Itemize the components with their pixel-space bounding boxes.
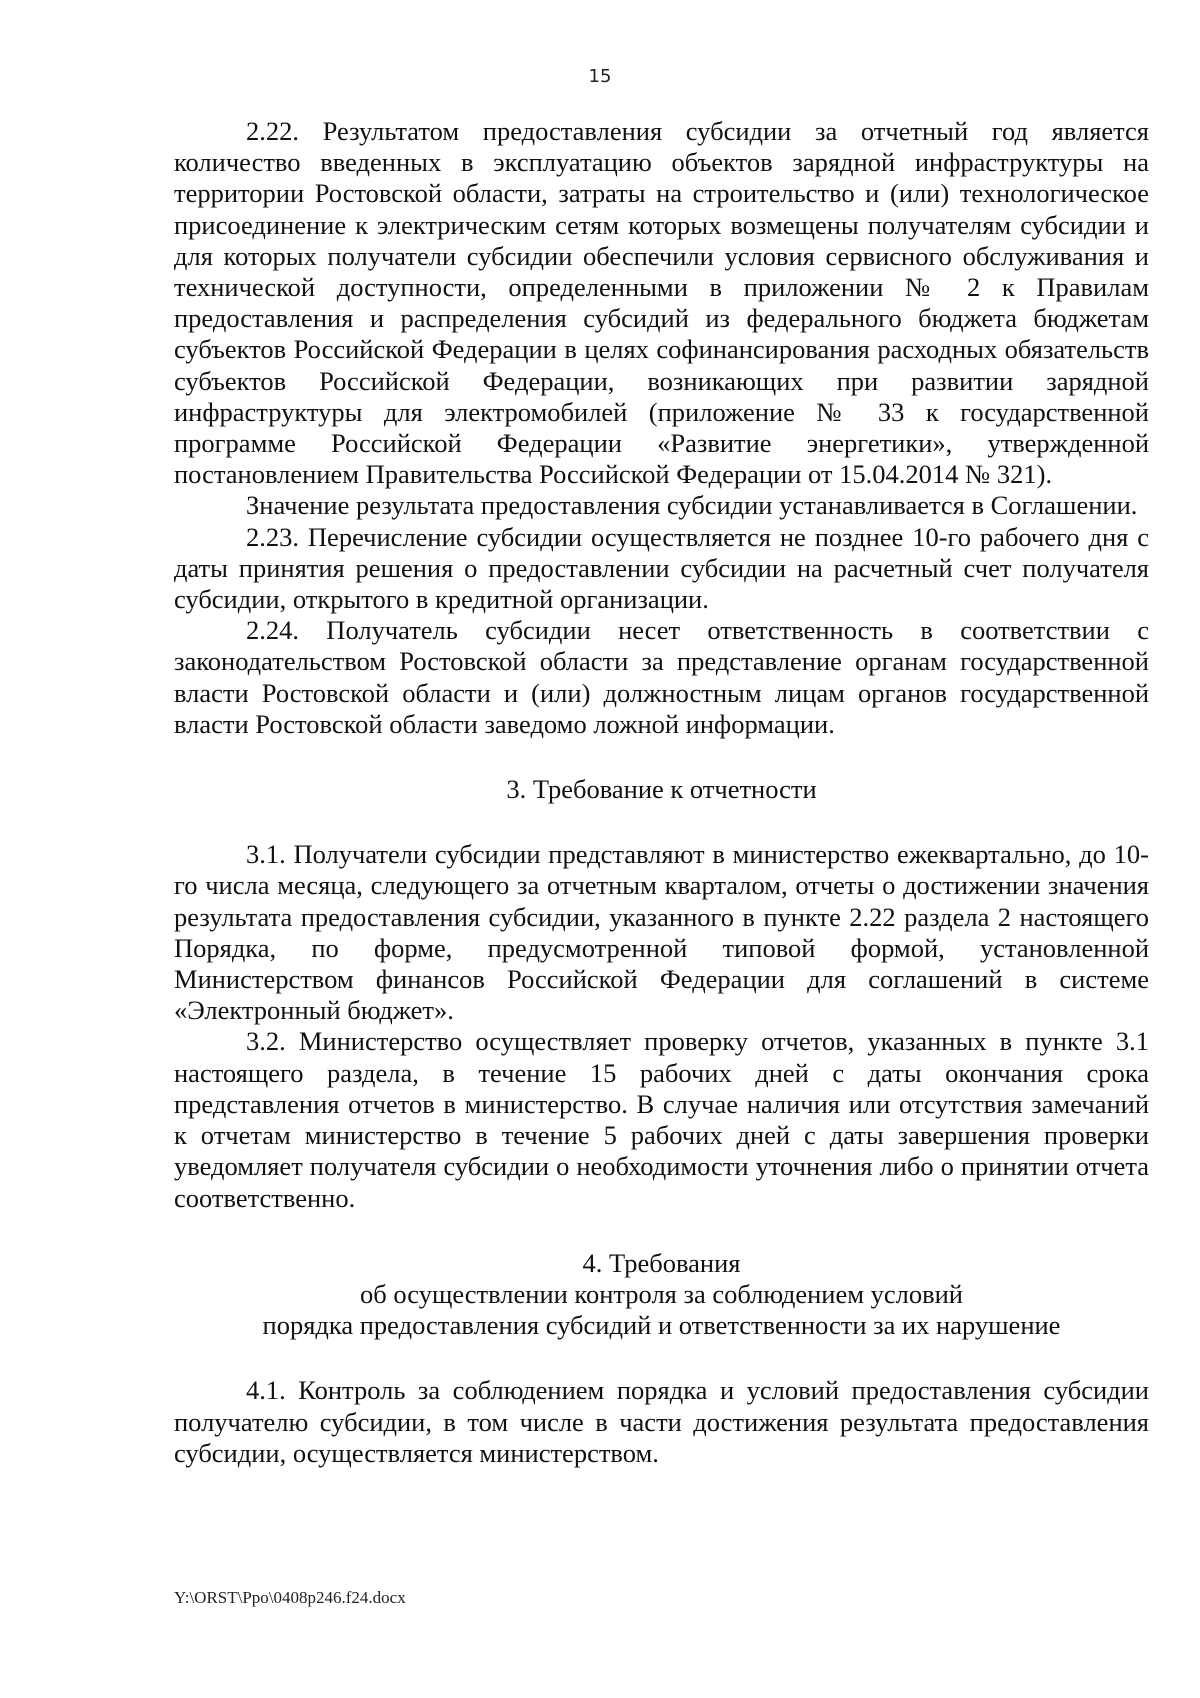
document-body — [174, 116, 1149, 1469]
paragraph-3-1: 3.1. Получатели субсидии представляют в министерство ежеквартально, до 10-го числа месяца, следующего за отчетным кварталом, отчеты о достижении значения результата предоставления субсидии, указанного в пункте 2.22 раздела 2 настоящего Порядка, по форме, предусмотренной типовой формой, установленной Министерством финансов Российской Федерации для соглашений в системе «Электронный бюджет». — [174, 839, 1149, 1026]
paragraph-2-23: 2.23. Перечисление субсидии осуществляется не позднее 10-го рабочего дня с даты принятия решения о предоставлении субсидии на расчетный счет получателя субсидии, открытого в кредитной организации. — [174, 521, 1149, 615]
section-3-heading: 3. Требование к отчетности — [506, 774, 817, 805]
paragraph-3-2: 3.2. Министерство осуществляет проверку отчетов, указанных в пункте 3.1 настоящего раздела, в течение 15 рабочих дней с даты окончания срока представления отчетов в министерство. В случае наличия или отсутствия замечаний к отчетам министерство в течение 5 рабочих дней с даты завершения проверки уведомляет получателя субсидии о необходимости уточнения либо о принятии отчета соответственно. — [174, 1026, 1149, 1213]
section-4-heading-line-1: 4. Требования — [582, 1247, 741, 1278]
paragraph-2-22-value: Значение результата предоставления субсидии устанавливается в Соглашении. — [246, 490, 1138, 521]
paragraph-2-22: 2.22. Результатом предоставления субсидии за отчетный год является количество введенных в эксплуатацию объектов зарядной инфраструктуры на территории Ростовской области, затраты на строительство и (или) технологическое присоединение к электрическим сетям которых возмещены получателям субсидии и для которых получатели субсидии обеспечили условия сервисного обслуживания и технической доступности, определенными в приложении № 2 к Правилам предоставления и распределения субсидий из федерального бюджета бюджетам субъектов Российской Федерации в целях софинансирования расходных обязательств субъектов Российской Федерации, возникающих при развитии зарядной инфраструктуры для электромобилей (приложение № 33 к государственной программе Российской Федерации «Развитие энергетики», утвержденной постановлением Правительства Российской Федерации от 15.04.2014 № 321). — [174, 116, 1149, 490]
page-number: 15 — [588, 66, 612, 87]
section-4-heading-line-3: порядка предоставления субсидий и ответственности за их нарушение — [262, 1310, 1061, 1341]
section-4-heading-line-2: об осуществлении контроля за соблюдением условий — [360, 1278, 963, 1309]
paragraph-4-1: 4.1. Контроль за соблюдением порядка и условий предоставления субсидии получателю субсидии, в том числе в части достижения результата предоставления субсидии, осуществляется министерством. — [174, 1375, 1149, 1468]
paragraph-2-24: 2.24. Получатель субсидии несет ответственность в соответствии с законодательством Ростовской области за представление органам государственной власти Ростовской области и (или) должностным лицам органов государственной власти Ростовской области заведомо ложной информации. — [174, 615, 1149, 739]
footer-file-path: Y:\ORST\Ppo\0408p246.f24.docx — [174, 1588, 406, 1607]
section-4-heading — [174, 1248, 1149, 1342]
